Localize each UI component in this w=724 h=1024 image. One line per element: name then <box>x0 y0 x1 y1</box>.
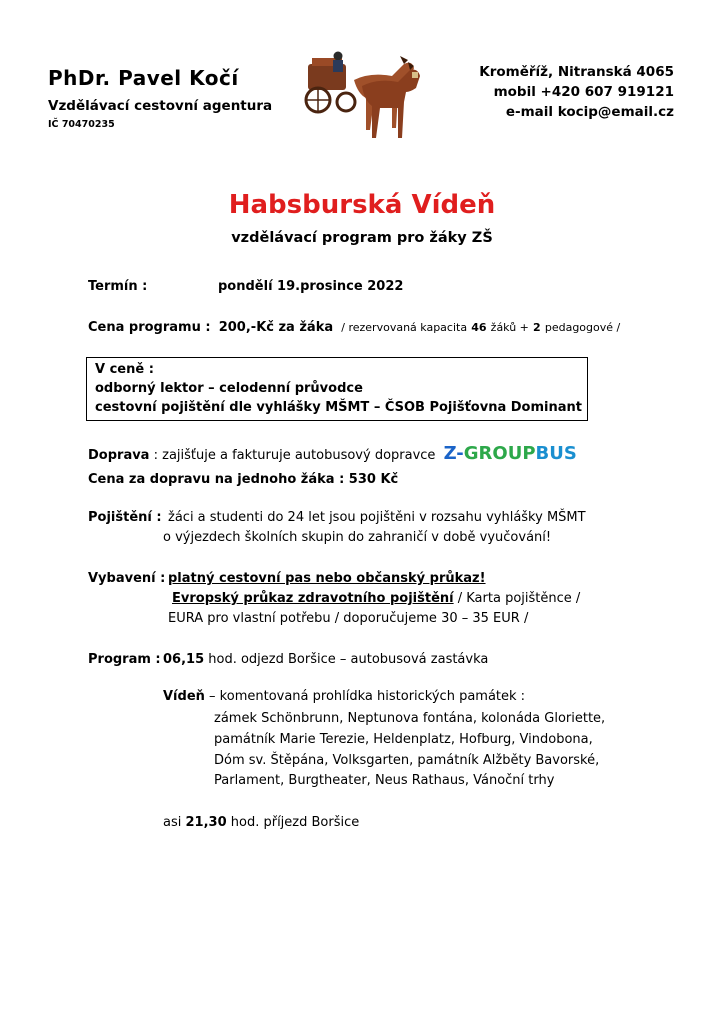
agency-description: Vzdělávací cestovní agentura <box>48 98 273 114</box>
price-row <box>88 320 620 335</box>
termin-label: Termín : <box>88 279 148 294</box>
company-id: IČ 70470235 <box>48 119 115 130</box>
equipment-health-card <box>172 591 580 606</box>
arrival-row <box>163 815 359 830</box>
arrival-text: hod. příjezd Boršice <box>230 815 360 830</box>
insurance-card-note: / Karta pojištěnce / <box>457 591 581 606</box>
insurance-line-2: o výjezdech školních skupin do zahraničí v době vyučování! <box>163 530 552 545</box>
price-note-teachers: pedagogové / <box>544 321 621 334</box>
price-label: Cena programu : <box>88 320 211 335</box>
transport-label: Doprava <box>88 448 150 463</box>
page-subtitle: vzdělávací program pro žáky ZŠ <box>231 230 493 246</box>
agency-contact <box>479 62 674 122</box>
price-value: 200,-Kč za žáka <box>218 320 334 335</box>
program-label: Program : <box>88 652 161 667</box>
ehic-label: Evropský průkaz zdravotního pojištění <box>172 591 454 606</box>
sights-line-3: Dóm sv. Štěpána, Volksgarten, památník Alžběty Bavorské, <box>214 753 600 768</box>
email: e-mail kocip@email.cz <box>505 104 674 120</box>
price-note: / rezervovaná kapacita <box>341 321 468 334</box>
arrival-prefix: asi <box>163 815 182 830</box>
equipment-label: Vybavení : <box>88 571 166 586</box>
carrier-logo: Z-GROUPBUS <box>443 443 577 464</box>
vienna-label: Vídeň <box>163 689 205 704</box>
agency-owner-name: PhDr. Pavel Kočí <box>48 66 239 90</box>
insurance-line-1: žáci a studenti do 24 let jsou pojištěni v rozsahu vyhlášky MŠMT <box>168 510 586 525</box>
sights-line-1: zámek Schönbrunn, Neptunova fontána, kolonáda Gloriette, <box>214 711 606 726</box>
arrival-time: 21,30 <box>185 815 227 830</box>
vienna-row <box>163 689 525 704</box>
transport-row <box>88 443 577 464</box>
page-title: Habsburská Vídeň <box>228 190 496 220</box>
sights-line-2: památník Marie Terezie, Heldenplatz, Hofburg, Vindobona, <box>214 732 593 747</box>
transport-price: Cena za dopravu na jednoho žáka : 530 Kč <box>88 472 399 487</box>
included-guide: odborný lektor – celodenní průvodce <box>95 381 363 396</box>
program-departure <box>163 652 488 667</box>
address: Kroměříž, Nitranská 4065 <box>479 64 674 80</box>
departure-time: 06,15 <box>163 652 205 667</box>
vienna-text: – komentovaná prohlídka historických památek : <box>209 689 526 704</box>
insurance-label: Pojištění : <box>88 510 162 525</box>
included-insurance: cestovní pojištění dle vyhlášky MŠMT – ČSOB Pojišťovna Dominant <box>95 400 582 415</box>
teacher-capacity: 2 <box>533 321 541 334</box>
departure-text: hod. odjezd Boršice – autobusová zastávka <box>208 652 489 667</box>
equipment-money: EURA pro vlastní potřebu / doporučujeme 30 – 35 EUR / <box>168 611 529 626</box>
termin-value: pondělí 19.prosince 2022 <box>218 279 404 294</box>
sights-line-4: Parlament, Burgtheater, Neus Rathaus, Vánoční trhy <box>214 773 555 788</box>
included-box <box>86 357 588 421</box>
equipment-passport: platný cestovní pas nebo občanský průkaz! <box>168 571 486 586</box>
horse-carriage-image <box>300 50 430 142</box>
price-note-students: žáků + <box>490 321 529 334</box>
transport-text: : zajišťuje a fakturuje autobusový dopravce <box>153 448 436 463</box>
mobile-phone: mobil +420 607 919121 <box>493 84 674 100</box>
student-capacity: 46 <box>471 321 487 334</box>
included-heading: V ceně : <box>95 362 154 377</box>
